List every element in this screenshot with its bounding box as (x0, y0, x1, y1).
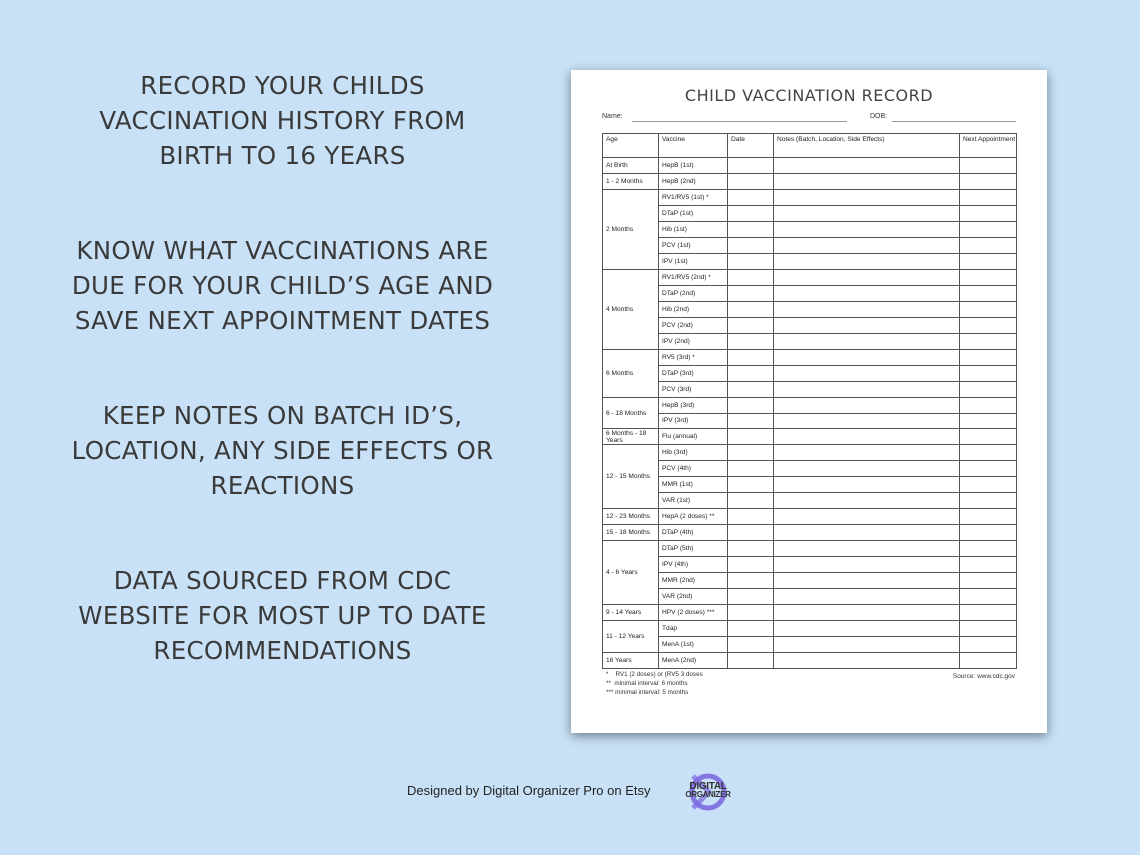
notes-cell[interactable] (774, 317, 960, 333)
next-appointment-cell[interactable] (960, 285, 1017, 301)
notes-cell[interactable] (774, 509, 960, 525)
vaccine-cell: RV1/RV5 (1st) * (659, 189, 728, 205)
vaccine-cell: PCV (2nd) (659, 317, 728, 333)
table-row (603, 221, 1017, 237)
vaccine-cell: IPV (3rd) (659, 413, 728, 429)
vaccine-cell: HepB (1st) (659, 158, 728, 174)
notes-cell[interactable] (774, 349, 960, 365)
notes-cell[interactable] (774, 173, 960, 189)
date-cell[interactable] (728, 541, 774, 557)
date-cell[interactable] (728, 477, 774, 493)
next-appointment-cell[interactable] (960, 189, 1017, 205)
next-appointment-cell[interactable] (960, 158, 1017, 174)
table-row (603, 541, 1017, 557)
dob-line (892, 121, 1016, 122)
table-header-row (603, 134, 1017, 158)
feature-line: KNOW WHAT VACCINATIONS ARE (76, 236, 489, 265)
table-row (603, 557, 1017, 573)
date-cell[interactable] (728, 509, 774, 525)
vaccine-cell: DTaP (5th) (659, 541, 728, 557)
date-cell[interactable] (728, 189, 774, 205)
notes-cell[interactable] (774, 541, 960, 557)
designer-credit: Designed by Digital Organizer Pro on Etsy (407, 783, 651, 798)
age-cell: 16 Years (603, 653, 659, 669)
table-row (603, 509, 1017, 525)
table-row (603, 637, 1017, 653)
notes-cell[interactable] (774, 493, 960, 509)
date-cell[interactable] (728, 429, 774, 445)
next-appointment-cell[interactable] (960, 205, 1017, 221)
vaccine-cell: Hib (2nd) (659, 301, 728, 317)
notes-cell[interactable] (774, 605, 960, 621)
notes-cell[interactable] (774, 525, 960, 541)
next-appointment-cell[interactable] (960, 477, 1017, 493)
next-appointment-cell[interactable] (960, 525, 1017, 541)
next-appointment-cell[interactable] (960, 541, 1017, 557)
vaccine-cell: HepB (3rd) (659, 397, 728, 413)
date-cell[interactable] (728, 317, 774, 333)
table-row (603, 317, 1017, 333)
date-cell[interactable] (728, 365, 774, 381)
date-cell[interactable] (728, 445, 774, 461)
date-cell[interactable] (728, 589, 774, 605)
table-row (603, 429, 1017, 445)
table-row (603, 365, 1017, 381)
notes-cell[interactable] (774, 301, 960, 317)
feature-line: SAVE NEXT APPOINTMENT DATES (74, 306, 491, 335)
vaccine-cell: RV5 (3rd) * (659, 349, 728, 365)
logo-text-line2: ORGANIZER (685, 790, 731, 799)
feature-line: VACCINATION HISTORY FROM (99, 106, 466, 135)
vaccine-cell: IPV (4th) (659, 557, 728, 573)
vaccine-cell: IPV (1st) (659, 253, 728, 269)
next-appointment-cell[interactable] (960, 269, 1017, 285)
vaccine-cell: Flu (annual) (659, 429, 728, 445)
table-row (603, 253, 1017, 269)
table-row (603, 285, 1017, 301)
notes-cell[interactable] (774, 381, 960, 397)
vaccine-cell: Hib (1st) (659, 221, 728, 237)
table-row (603, 477, 1017, 493)
table-row (603, 605, 1017, 621)
vaccine-cell: MMR (2nd) (659, 573, 728, 589)
next-appointment-cell[interactable] (960, 365, 1017, 381)
logo-text-line1: DIGITAL (689, 781, 727, 792)
date-cell[interactable] (728, 573, 774, 589)
source-note: Source: www.cdc.gov (952, 673, 1015, 680)
vaccine-cell: PCV (1st) (659, 237, 728, 253)
date-cell[interactable] (728, 269, 774, 285)
name-label: Name: (602, 113, 623, 120)
column-header: Vaccine (659, 134, 728, 158)
date-cell[interactable] (728, 397, 774, 413)
next-appointment-cell[interactable] (960, 381, 1017, 397)
table-row (603, 301, 1017, 317)
next-appointment-cell[interactable] (960, 237, 1017, 253)
table-row (603, 205, 1017, 221)
table-row (603, 173, 1017, 189)
feature-line: DUE FOR YOUR CHILD’S AGE AND (71, 271, 494, 300)
date-cell[interactable] (728, 461, 774, 477)
next-appointment-cell[interactable] (960, 605, 1017, 621)
feature-line: DATA SOURCED FROM CDC (113, 566, 452, 595)
footnotes (606, 670, 703, 697)
notes-cell[interactable] (774, 333, 960, 349)
notes-cell[interactable] (774, 589, 960, 605)
table-row (603, 461, 1017, 477)
next-appointment-cell[interactable] (960, 397, 1017, 413)
next-appointment-cell[interactable] (960, 221, 1017, 237)
next-appointment-cell[interactable] (960, 301, 1017, 317)
age-cell: At Birth (603, 158, 659, 174)
vaccine-cell: Hib (3rd) (659, 445, 728, 461)
age-cell: 11 - 12 Years (603, 621, 659, 653)
next-appointment-cell[interactable] (960, 637, 1017, 653)
next-appointment-cell[interactable] (960, 557, 1017, 573)
footnote: *** minimal interval: 5 months (606, 689, 689, 696)
notes-cell[interactable] (774, 189, 960, 205)
vaccine-cell: DTaP (1st) (659, 205, 728, 221)
table-row (603, 653, 1017, 669)
next-appointment-cell[interactable] (960, 461, 1017, 477)
name-field (602, 113, 847, 120)
age-cell: 4 - 6 Years (603, 541, 659, 605)
notes-cell[interactable] (774, 429, 960, 445)
vaccine-cell: DTaP (4th) (659, 525, 728, 541)
date-cell[interactable] (728, 333, 774, 349)
table-row (603, 413, 1017, 429)
notes-cell[interactable] (774, 221, 960, 237)
notes-cell[interactable] (774, 397, 960, 413)
table-row (603, 589, 1017, 605)
notes-cell[interactable] (774, 269, 960, 285)
feature-text (60, 398, 505, 503)
age-cell: 4 Months (603, 269, 659, 349)
next-appointment-cell[interactable] (960, 653, 1017, 669)
date-cell[interactable] (728, 221, 774, 237)
record-title: CHILD VACCINATION RECORD (684, 86, 934, 105)
notes-cell[interactable] (774, 573, 960, 589)
vaccine-cell: RV1/RV5 (2nd) * (659, 269, 728, 285)
notes-cell[interactable] (774, 445, 960, 461)
notes-cell[interactable] (774, 413, 960, 429)
table-row (603, 269, 1017, 285)
age-cell: 15 - 18 Months (603, 525, 659, 541)
notes-cell[interactable] (774, 653, 960, 669)
notes-cell[interactable] (774, 477, 960, 493)
date-cell[interactable] (728, 158, 774, 174)
footnote: ** minimal interval: 6 months (606, 680, 688, 687)
table-row (603, 573, 1017, 589)
date-cell[interactable] (728, 381, 774, 397)
notes-cell[interactable] (774, 237, 960, 253)
age-cell: 12 - 15 Months (603, 445, 659, 509)
name-line (632, 121, 847, 122)
table-row (603, 525, 1017, 541)
column-header: Date (728, 134, 774, 158)
date-cell[interactable] (728, 349, 774, 365)
table-row (603, 445, 1017, 461)
next-appointment-cell[interactable] (960, 317, 1017, 333)
next-appointment-cell[interactable] (960, 509, 1017, 525)
vaccine-cell: MMR (1st) (659, 477, 728, 493)
footnote: * RV1 (2 doses) or (RV5 3 doses (606, 671, 703, 678)
feature-line: RECOMMENDATIONS (153, 636, 412, 665)
vaccine-cell: IPV (2nd) (659, 333, 728, 349)
vaccine-cell: PCV (4th) (659, 461, 728, 477)
date-cell[interactable] (728, 621, 774, 637)
table-row (603, 397, 1017, 413)
date-cell[interactable] (728, 525, 774, 541)
feature-line: REACTIONS (210, 471, 355, 500)
column-header: Age (603, 134, 659, 158)
vaccine-cell: HepB (2nd) (659, 173, 728, 189)
vaccine-cell: VAR (1st) (659, 493, 728, 509)
vaccine-cell: HPV (2 doses) *** (659, 605, 728, 621)
feature-line: KEEP NOTES ON BATCH ID’S, (102, 401, 463, 430)
vaccine-cell: Tdap (659, 621, 728, 637)
date-cell[interactable] (728, 285, 774, 301)
date-cell[interactable] (728, 605, 774, 621)
age-cell: 6 - 18 Months (603, 397, 659, 429)
notes-cell[interactable] (774, 253, 960, 269)
table-row (603, 621, 1017, 637)
notes-cell[interactable] (774, 637, 960, 653)
notes-cell[interactable] (774, 461, 960, 477)
notes-cell[interactable] (774, 365, 960, 381)
date-cell[interactable] (728, 173, 774, 189)
notes-cell[interactable] (774, 158, 960, 174)
date-cell[interactable] (728, 237, 774, 253)
table-row (603, 493, 1017, 509)
age-cell: 12 - 23 Months (603, 509, 659, 525)
age-cell: 1 - 2 Months (603, 173, 659, 189)
feature-line: BIRTH TO 16 YEARS (159, 141, 406, 170)
feature-text (60, 233, 505, 338)
next-appointment-cell[interactable] (960, 349, 1017, 365)
vaccine-cell: MenA (2nd) (659, 653, 728, 669)
date-cell[interactable] (728, 253, 774, 269)
next-appointment-cell[interactable] (960, 333, 1017, 349)
vaccine-cell: HepA (2 doses) ** (659, 509, 728, 525)
digital-organizer-logo (683, 770, 733, 814)
feature-text (60, 68, 505, 173)
date-cell[interactable] (728, 637, 774, 653)
next-appointment-cell[interactable] (960, 621, 1017, 637)
age-cell: 9 - 14 Years (603, 605, 659, 621)
next-appointment-cell[interactable] (960, 493, 1017, 509)
age-cell: 6 Months - 18 Years (603, 429, 659, 445)
table-row (603, 333, 1017, 349)
table-row (603, 349, 1017, 365)
date-cell[interactable] (728, 653, 774, 669)
vaccination-record-sheet (571, 70, 1047, 733)
feature-line: WEBSITE FOR MOST UP TO DATE (78, 601, 487, 630)
next-appointment-cell[interactable] (960, 429, 1017, 445)
vaccine-cell: PCV (3rd) (659, 381, 728, 397)
feature-line: RECORD YOUR CHILDS (140, 71, 425, 100)
date-cell[interactable] (728, 493, 774, 509)
age-cell: 6 Months (603, 349, 659, 397)
feature-text (60, 563, 505, 668)
next-appointment-cell[interactable] (960, 253, 1017, 269)
feature-line: LOCATION, ANY SIDE EFFECTS OR (71, 436, 494, 465)
notes-cell[interactable] (774, 205, 960, 221)
date-cell[interactable] (728, 301, 774, 317)
column-header: Notes (Batch, Location, Side Effects) (774, 134, 960, 158)
date-cell[interactable] (728, 557, 774, 573)
next-appointment-cell[interactable] (960, 445, 1017, 461)
table-row (603, 189, 1017, 205)
table-row (603, 237, 1017, 253)
vaccine-cell: VAR (2nd) (659, 589, 728, 605)
dob-field (870, 113, 1016, 120)
notes-cell[interactable] (774, 557, 960, 573)
vaccine-cell: DTaP (2nd) (659, 285, 728, 301)
next-appointment-cell[interactable] (960, 413, 1017, 429)
date-cell[interactable] (728, 413, 774, 429)
notes-cell[interactable] (774, 285, 960, 301)
dob-label: DOB: (870, 113, 888, 120)
notes-cell[interactable] (774, 621, 960, 637)
column-header: Next Appointment (960, 134, 1017, 158)
date-cell[interactable] (728, 205, 774, 221)
vaccine-cell: MenA (1st) (659, 637, 728, 653)
table-row (603, 381, 1017, 397)
next-appointment-cell[interactable] (960, 573, 1017, 589)
age-cell: 2 Months (603, 189, 659, 269)
table-row (603, 158, 1017, 174)
next-appointment-cell[interactable] (960, 589, 1017, 605)
vaccination-table (602, 133, 1017, 669)
vaccine-cell: DTaP (3rd) (659, 365, 728, 381)
next-appointment-cell[interactable] (960, 173, 1017, 189)
